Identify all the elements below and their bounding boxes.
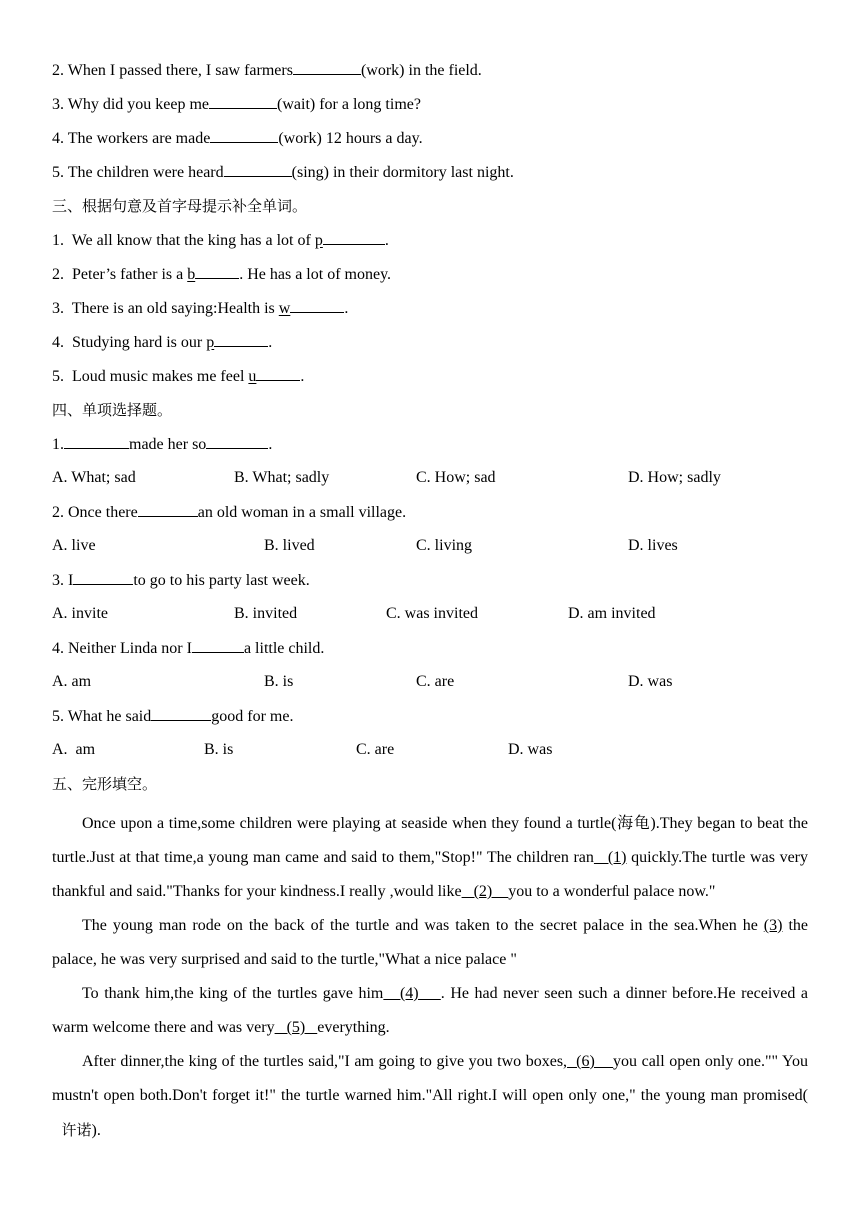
option-a[interactable]: A. invite [52,605,108,622]
answer-blank[interactable] [195,263,239,279]
answer-blank[interactable] [138,501,198,517]
s4-q4-options [52,671,808,705]
cloze-gap-1[interactable]: (1) [593,849,627,866]
s2-item-2: 2. When I passed there, I saw farmers (work) in the field. [52,59,808,93]
option-b[interactable]: B. What; sadly [234,469,330,486]
answer-blank[interactable] [256,365,300,381]
s2-item-3: 3. Why did you keep me (wait) for a long time? [52,93,808,127]
option-c[interactable]: C. living [416,537,473,554]
answer-blank[interactable] [214,331,268,347]
answer-blank[interactable] [73,569,133,585]
section5-heading: 五、完形填空。 [52,775,158,793]
s2-item-4: 4. The workers are made (work) 12 hours a day. [52,127,808,161]
section4-heading: 四、单项选择题。 [52,401,173,419]
section3-heading: 三、根据句意及首字母提示补全单词。 [52,197,308,215]
cloze-gap-2[interactable]: (2) [461,883,509,900]
option-a[interactable]: A. live [52,537,96,554]
cloze-gap-5[interactable]: (5) [274,1019,318,1036]
s3-item-4: 4. Studying hard is our p . [52,331,808,365]
s3-item-3: 3. There is an old saying:Health is w . [52,297,808,331]
option-a[interactable]: A. am [52,673,92,690]
cloze-gap-4[interactable]: (4) [383,985,441,1002]
s3-item-2: 2. Peter’s father is a b . He has a lot of money. [52,263,808,297]
s4-q2-options [52,535,808,569]
option-d[interactable]: D. lives [628,537,678,554]
s4-q5-options [52,739,808,773]
answer-blank[interactable] [210,127,278,143]
answer-blank[interactable] [323,229,385,245]
answer-blank[interactable] [209,93,277,109]
option-b[interactable]: B. is [264,673,294,690]
cloze-paragraph-4: After dinner,the king of the turtles said,"I am going to give you two boxes, (6) you call open only one."" You mustn't open both.Don't forget it!" the turtle warned him."All right.I will open only one," the young man promised( 许诺). [52,1053,808,1139]
option-d[interactable]: D. was [508,741,553,758]
answer-blank[interactable] [64,433,129,449]
s3-item-1: 1. We all know that the king has a lot of p . [52,229,808,263]
option-c[interactable]: C. How; sad [416,469,496,486]
answer-blank[interactable] [293,59,361,75]
s4-q5: 5. What he said good for me. [52,705,808,739]
option-c[interactable]: C. are [356,741,395,758]
option-d[interactable]: D. am invited [568,605,656,622]
answer-blank[interactable] [224,161,292,177]
s4-q2: 2. Once there an old woman in a small village. [52,501,808,535]
cloze-paragraph-2: The young man rode on the back of the turtle and was taken to the secret palace in the sea.When he (3) the palace, he was very surprised and said to the turtle,"What a nice palace " [52,917,809,968]
option-c[interactable]: C. are [416,673,455,690]
option-b[interactable]: B. lived [264,537,315,554]
option-b[interactable]: B. is [204,741,234,758]
option-a[interactable]: A. What; sad [52,469,136,486]
option-c[interactable]: C. was invited [386,605,478,622]
answer-blank[interactable] [151,705,211,721]
s2-item-5: 5. The children were heard (sing) in their dormitory last night. [52,161,808,195]
option-a[interactable]: A. am [52,741,96,758]
s4-q3: 3. I to go to his party last week. [52,569,808,603]
s4-q1: 1. made her so . [52,433,808,467]
answer-blank[interactable] [192,637,244,653]
s4-q3-options [52,603,808,637]
answer-blank[interactable] [290,297,344,313]
cloze-paragraph-3: To thank him,the king of the turtles gave him (4) . He had never seen such a dinner before.He received a warm welcome there and was very (5) everything. [52,985,809,1036]
s4-q1-options [52,467,808,501]
cloze-gap-6[interactable]: (6) [567,1053,614,1070]
option-b[interactable]: B. invited [234,605,298,622]
option-d[interactable]: D. How; sadly [628,469,721,486]
s3-item-5: 5. Loud music makes me feel u . [52,365,808,399]
option-d[interactable]: D. was [628,673,673,690]
cloze-paragraph-1: Once upon a time,some children were playing at seaside when they found a turtle(海龟).They began to beat the turtle.Just at that time,a young man came and said to them,"Stop!" The children ran (1) quickly.The turtle was very thankful and said."Thanks for your kindness.I really ,would like (2) you to a wonderful palace now." [52,815,809,900]
answer-blank[interactable] [206,433,268,449]
s4-q4: 4. Neither Linda nor I a little child. [52,637,808,671]
cloze-gap-3[interactable]: (3) [763,917,783,934]
worksheet-page [52,59,808,1148]
